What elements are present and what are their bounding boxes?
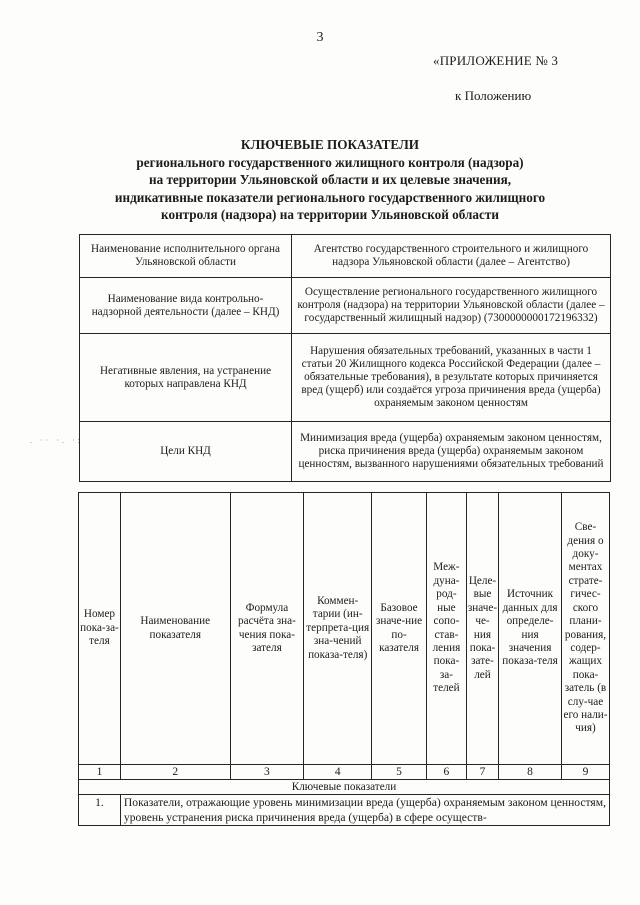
header-text: Базовое значе-ние по-казателя — [375, 601, 423, 654]
page-number: 3 — [316, 30, 324, 45]
section-label: Ключевые показатели — [79, 780, 610, 795]
column-number: 5 — [372, 765, 427, 780]
kpi-text: Показатели, отражающие уровень минимизации вреда (ущерба) охраняемым законом ценностям, уровень устранения риска причинения вреда (ущерба) в сфере осуществ- — [120, 795, 609, 826]
header-cell — [499, 493, 562, 765]
header-text: Коммен-тарии (ин-терпрета-ция зна-чений показа-теля) — [306, 594, 370, 661]
header-cell — [466, 493, 498, 765]
header-text: Све-дения о доку-ментах страте-гичес-ского плани-рования, содер-жащих пока-затель (в слу-чае его нали-чия) — [563, 521, 608, 735]
column-number: 9 — [561, 765, 609, 780]
column-number: 8 — [499, 765, 562, 780]
title-line-5: контроля (надзора) на территории Ульяновской области — [161, 207, 499, 222]
column-number-row — [79, 765, 610, 780]
column-number: 7 — [466, 765, 498, 780]
info-label: Наименование исполнительного органа Ульяновской области — [80, 235, 292, 278]
kpi-row — [79, 795, 610, 826]
kpi-number: 1. — [79, 795, 121, 826]
info-row — [80, 422, 611, 482]
section-row — [79, 780, 610, 795]
info-row — [80, 278, 611, 334]
kpi-table — [78, 492, 610, 826]
info-row — [80, 235, 611, 278]
info-value: Минимизация вреда (ущерба) охраняемым законом ценностям, риска причинения вреда (ущерба) охраняемым законом ценностям, вызванного нарушениями обязательных требований — [292, 422, 611, 482]
column-number: 1 — [79, 765, 121, 780]
info-row — [80, 334, 611, 422]
title-line-4: индикативные показатели регионального государственного жилищного — [114, 189, 546, 205]
header-text: Наименование показателя — [140, 615, 211, 641]
column-number: 6 — [426, 765, 466, 780]
header-text: Целе-вые значе-че-ния пока-зате-лей — [467, 574, 498, 681]
column-number: 3 — [230, 765, 304, 780]
annex-title: «ПРИЛОЖЕНИЕ № 3 — [433, 53, 559, 68]
header-text: Формула расчёта зна-чения пока-зателя — [238, 601, 296, 654]
column-number: 2 — [120, 765, 230, 780]
header-text: Источник данных для определе-ния значения показа-теля — [502, 588, 558, 668]
info-value: Нарушения обязательных требований, указанных в части 1 статьи 20 Жилищного кодекса Российской Федерации (далее – обязательные требования), в результате которых причиняется вред (ущерб) или создаётся угроза причинения вреда (ущерба) охраняемым законом ценностям — [292, 334, 611, 422]
header-cell — [372, 493, 427, 765]
header-text: Меж-дуна-род-ные сопо-став-ления пока-за-телей — [432, 561, 461, 695]
info-label: Негативные явления, на устранение которых направлена КНД — [80, 334, 292, 422]
info-value: Осуществление регионального государственного жилищного контроля (надзора) на территории Ульяновской области (далее – государственный жилищный надзор) (7300000000172196332) — [292, 278, 611, 334]
info-value: Агентство государственного строительного и жилищного надзора Ульяновской области (далее – Агентство) — [292, 235, 611, 278]
header-cell — [79, 493, 121, 765]
annex-subtitle: к Положению — [455, 88, 532, 103]
title-line-3: на территории Ульяновской области и их целевые значения, — [148, 172, 512, 187]
info-table — [79, 234, 611, 482]
header-cell — [120, 493, 230, 765]
info-label: Наименование вида контрольно-надзорной деятельности (далее – КНД) — [80, 278, 292, 334]
header-cell — [426, 493, 466, 765]
column-number: 4 — [304, 765, 372, 780]
info-label: Цели КНД — [80, 422, 292, 482]
title-line-2: регионального государственного жилищного контроля (надзора) — [136, 154, 524, 170]
title-line-1: КЛЮЧЕВЫЕ ПОКАЗАТЕЛИ — [240, 137, 420, 152]
scan-marks: . ·· ·. ·: — [30, 436, 83, 445]
document-title — [60, 136, 600, 224]
header-text: Номер пока-за-теля — [80, 608, 119, 648]
header-cell — [561, 493, 609, 765]
header-cell — [230, 493, 304, 765]
header-cell — [304, 493, 372, 765]
kpi-header-row — [79, 493, 610, 765]
